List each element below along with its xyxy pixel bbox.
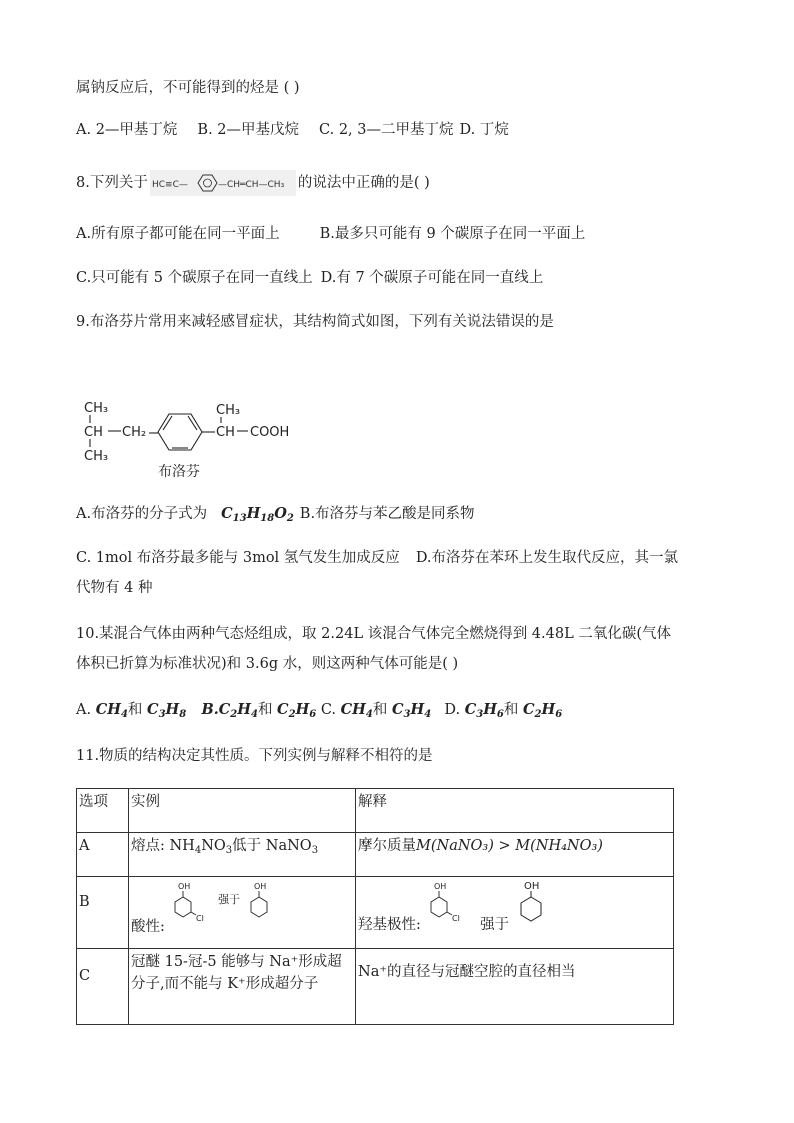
svg-text:Cl: Cl xyxy=(195,914,204,923)
svg-text:OH: OH xyxy=(433,882,446,891)
q7-option-d: D. 丁烷 xyxy=(459,122,509,138)
ibuprofen-formula: $C_{13}H_{18}O_2$ xyxy=(221,505,294,524)
q8-prefix: 8.下列关于 xyxy=(76,175,148,191)
row-a-option: A xyxy=(77,833,129,877)
q10-c2h4: $C_2H_4$ xyxy=(218,701,258,720)
q9-options-row1 xyxy=(76,504,475,529)
q10-c3h6: $C_3H_6$ xyxy=(464,701,504,720)
svg-text:OH: OH xyxy=(523,881,540,892)
q10-ch4-c: $CH_4$ xyxy=(340,701,373,720)
q10-stem-2: 体积已折算为标准状况)和 3.6g 水，则这两种气体可能是( ) xyxy=(76,656,459,672)
svg-text:Cl: Cl xyxy=(451,914,460,923)
q10-options xyxy=(76,700,562,725)
struct-ch2: CH₂ xyxy=(122,425,147,440)
struct-ch3-right: CH₃ xyxy=(216,403,241,418)
row-c-example: 冠醚 15-冠-5 能够与 Na⁺形成超 分子,而不能与 K⁺形成超分子 xyxy=(129,949,356,1025)
q10-c3h4: $C_3H_4$ xyxy=(391,701,432,720)
q8-struct-right: —CH═CH—CH₃ xyxy=(217,180,285,190)
ibuprofen-structure xyxy=(78,396,308,486)
q8-stem xyxy=(76,170,430,196)
q10-and-1: 和 xyxy=(127,702,143,718)
row-b-explanation: 羟基极性: OH Cl 强于 OH xyxy=(356,877,674,949)
q10-c3h8: $C_3H_8$ xyxy=(147,701,187,720)
table-row xyxy=(77,833,674,877)
q7-stem-tail: 属钠反应后，不可能得到的烃是 ( ) xyxy=(76,80,300,96)
phenol-icon xyxy=(245,879,275,927)
q8-options-row2 xyxy=(76,268,543,288)
struct-ch: CH xyxy=(84,425,103,440)
q10-c2h6-b: $C_2H_6$ xyxy=(277,701,317,720)
row-a-explanation: 摩尔质量M(NaNO₃) > M(NH₄NO₃) xyxy=(356,833,674,877)
q7-option-a: A. 2—甲基丁烷 xyxy=(76,122,178,138)
q10-option-b-label: B. xyxy=(201,701,219,718)
q8-struct-left: HC≡C— xyxy=(151,180,188,190)
q8-suffix: 的说法中正确的是( ) xyxy=(297,175,430,191)
q9-stem: 9.布洛芬片常用来减轻感冒症状，其结构简式如图，下列有关说法错误的是 xyxy=(76,314,554,330)
q8-options-row1 xyxy=(76,224,585,244)
q11-table xyxy=(76,788,674,1025)
q11-stem: 11.物质的结构决定其性质。下列实例与解释不相符的是 xyxy=(76,748,433,764)
struct-caption: 布洛芬 xyxy=(158,464,200,480)
svg-text:OH: OH xyxy=(177,882,190,891)
row-c-explanation: Na⁺的直径与冠醚空腔的直径相当 xyxy=(356,949,674,1025)
phenol-icon xyxy=(514,879,550,927)
table-row xyxy=(77,877,674,949)
svg-text:OH: OH xyxy=(253,882,267,891)
q9-option-a: A.布洛芬的分子式为 xyxy=(76,506,208,522)
q8-structure-image xyxy=(150,170,296,196)
struct-ch3-bottom: CH₃ xyxy=(84,449,109,464)
q10-option-c-label: C. xyxy=(320,702,337,718)
header-option: 选项 xyxy=(77,789,129,833)
q10-and-3: 和 xyxy=(372,702,388,718)
q9-option-c: C. 1mol 布洛芬最多能与 3mol 氢气发生加成反应 xyxy=(76,550,400,566)
q9-option-d: D.布洛芬在苯环上发生取代反应，其一氯 xyxy=(415,550,679,566)
row-b-example: 酸性: OH Cl $^{强于}$ OH xyxy=(129,877,356,949)
q8-option-b: B.最多只可能有 9 个碳原子在同一平面上 xyxy=(319,226,586,242)
q10-stem-1: 10.某混合气体由两种气态烃组成，取 2.24L 该混合气体完全燃烧得到 4.48L 二氧化碳(气体 xyxy=(76,626,671,642)
row-a-example: 熔点: $NH_4NO_3$低于 NaNO$_3$ xyxy=(129,833,356,877)
table-header-row xyxy=(77,789,674,833)
q7-option-b: B. 2—甲基戊烷 xyxy=(197,122,300,138)
q10-ch4-a: $CH_4$ xyxy=(95,701,128,720)
row-b-option: B xyxy=(77,877,129,949)
q9-option-b: B.布洛芬与苯乙酸是同系物 xyxy=(299,506,475,522)
row-c-option: C xyxy=(77,949,129,1025)
q7-options xyxy=(76,120,509,140)
struct-ch-right: CH xyxy=(216,425,235,440)
q8-option-a: A.所有原子都可能在同一平面上 xyxy=(76,226,280,242)
header-example: 实例 xyxy=(129,789,356,833)
m-chlorophenol-icon xyxy=(170,879,214,927)
q10-option-d-label: D. xyxy=(444,702,461,718)
q9-option-d-cont: 代物有 4 种 xyxy=(76,580,153,596)
q10-and-2: 和 xyxy=(257,702,273,718)
q8-option-d: D.有 7 个碳原子可能在同一直线上 xyxy=(320,270,544,286)
m-chlorophenol-icon xyxy=(426,879,470,927)
header-explanation: 解释 xyxy=(356,789,674,833)
q10-option-a-label: A. xyxy=(76,702,92,718)
q7-option-c: C. 2, 3—二甲基丁烷 xyxy=(319,122,454,138)
struct-ch3-top: CH₃ xyxy=(84,401,109,416)
q9-options-row2 xyxy=(76,548,678,568)
table-row xyxy=(77,949,674,1025)
struct-cooh: COOH xyxy=(250,425,290,440)
q8-option-c: C.只可能有 5 个碳原子在同一直线上 xyxy=(76,270,313,286)
q10-c2h6-d: $C_2H_6$ xyxy=(523,701,563,720)
q10-and-4: 和 xyxy=(503,702,519,718)
